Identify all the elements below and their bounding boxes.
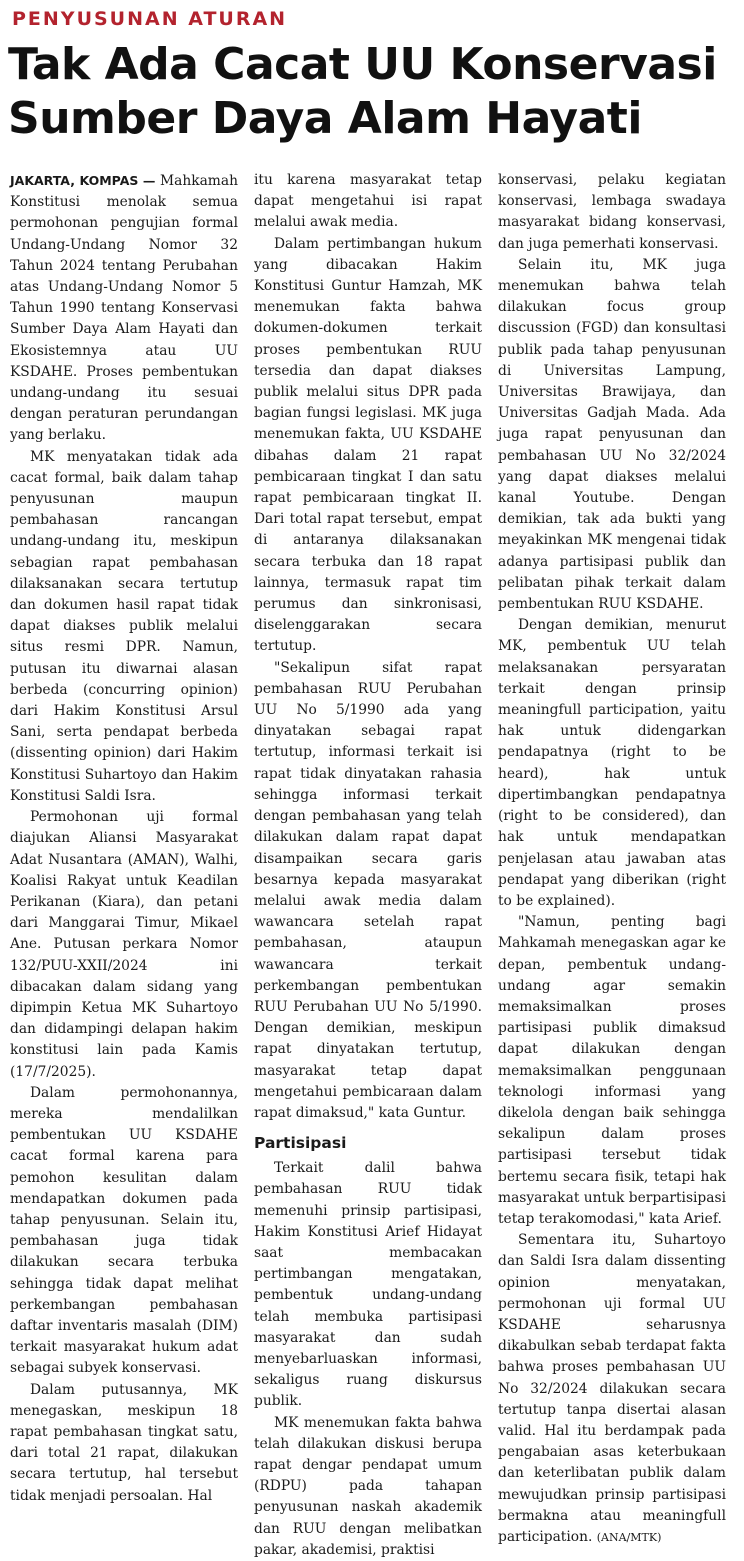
dateline: JAKARTA, KOMPAS — [10,173,156,188]
paragraph: "Sekalipun sifat rapat pembahasan RUU Perubahan UU No 5/1990 ada yang dinyatakan sebagai rapat tertutup, informasi terkait isi rapat tidak dinyatakan rahasia sehingga informasi terkait dengan pembahasan yang telah dilakukan dalam rapat dapat disampaikan secara garis besarnya kepada masyarakat melalui awak media dalam wawancara setelah rapat pembahasan, ataupun wawancara terkait perkembangan pembentukan RUU Perubahan UU No 5/1990. Dengan demikian, meskipun rapat dinyatakan tertutup, masyarakat tetap dapat mengetahui pembicaraan dalam rapat dimaksud," kata Guntur. [254,659,482,1121]
subheading: Partisipasi [254,1134,347,1153]
column-1 [10,170,239,1504]
paragraph: Terkait dalil bahwa pembahasan RUU tidak memenuhi prinsip partisipasi, Hakim Konstitusi Arief Hidayat saat membacakan pertimbangan mengatakan, pembentuk undang-undang telah membuka partisipasi masyarakat dan sudah menyebarluaskan informasi, sekaligus ruang diskursus publik. [254,1160,482,1410]
paragraph [10,170,238,447]
paragraph: Dengan demikian, menurut MK, pembentuk UU telah melaksanakan persyaratan terkait dengan prinsip meaningfull participation, yaitu hak untuk didengarkan pendapatnya (right to be heard), hak untuk dipertimbangkan pendapatnya (right to be considered), dan hak untuk mendapatkan penjelasan atau jawaban atas pendapat yang diberikan (right to be explained). [498,617,726,909]
paragraph-text: Mahkamah Konstitusi menolak semua permohonan pengujian formal Undang-Undang Nomor 32 Tahun 2024 tentang Perubahan atas Undang-Undang Nomor 5 Tahun 1990 tentang Konservasi Sumber Daya Alam Hayati dan Ekosistemnya atau UU KSDAHE. Proses pembentukan undang-undang itu sesuai dengan peraturan perundangan yang berlaku. [10,173,239,444]
paragraph: Selain itu, MK juga menemukan bahwa telah dilakukan focus group discussion (FGD) dan konsultasi publik pada tahap penyusunan di Universitas Lampung, Universitas Brawijaya, dan Universitas Gadjah Mada. Ada juga rapat penyusunan dan pembahasan UU No 32/2024 yang dapat diakses melalui kanal Youtube. Dengan demikian, tak ada bukti yang meyakinkan MK mengenai tidak adanya partisipasi publik dan pelibatan pihak terkait dalam pembentukan RUU KSDAHE. [498,256,726,613]
author-credit: (ANA/MTK) [596,1531,662,1544]
paragraph: "Namun, penting bagi Mahkamah menegaskan agar ke depan, pembentuk undang-undang agar semakin memaksimalkan proses partisipasi publik dimaksud dapat dilakukan dengan memaksimalkan penggunaan teknologi informasi yang dikelola dengan baik sehingga sekalipun dalam proses partisipasi tersebut tidak bertemu secara fisik, tetapi hak masyarakat untuk berpartisipasi tetap terakomodasi," kata Arief. [498,914,726,1227]
paragraph: MK menyatakan tidak ada cacat formal, baik dalam tahap penyusunan maupun pembahasan rancangan undang-undang itu, meskipun sebagian rapat pembahasan dilaksanakan secara tertutup dan dokumen hasil rapat tidak dapat diakses publik melalui situs resmi DPR. Namun, putusan itu diwarnai alasan berbeda (concurring opinion) dari Hakim Konstitusi Arsul Sani, serta pendapat berbeda (dissenting opinion) dari Hakim Konstitusi Suhartoyo dan Hakim Konstitusi Saldi Isra. [10,448,238,804]
column-2 [254,170,482,1558]
paragraph: Dalam putusannya, MK menegaskan, meskipun 18 rapat pembahasan tingkat satu, dari total 21 rapat, dilakukan secara tertutup, hal tersebut tidak menjadi persoalan. Hal [10,1381,238,1504]
paragraph: Dalam pertimbangan hukum yang dibacakan Hakim Konstitusi Guntur Hamzah, MK menemukan fakta bahwa dokumen-dokumen terkait proses pembentukan RUU tersedia dan dapat diakses publik melalui situs DPR pada bagian fungsi legislasi. MK juga menemukan fakta, UU KSDAHE dibahas dalam 21 rapat pembicaraan tingkat I dan satu rapat pembicaraan tingkat II. Dari total rapat tersebut, empat di antaranya dilaksanakan secara terbuka dan 18 rapat lainnya, termasuk rapat tim perumus dan sinkronisasi, diselenggarakan secara tertutup. [254,235,482,655]
column-3 [498,170,726,1545]
paragraph: itu karena masyarakat tetap dapat mengetahui isi rapat melalui awak media. [254,172,482,231]
article-headline: Tak Ada Cacat UU Konservasi Sumber Daya Alam Hayati [8,39,717,144]
paragraph: MK menemukan fakta bahwa telah dilakukan diskusi berupa rapat dengar pendapat umum (RDPU) pada tahapan penyusunan naskah akademik dan RUU dengan melibatkan pakar, akademisi, praktisi [254,1414,482,1558]
paragraph [498,1230,726,1548]
paragraph: Permohonan uji formal diajukan Aliansi Masyarakat Adat Nusantara (AMAN), Walhi, Koalisi Rakyat untuk Keadilan Perikanan (Kiara), dan petani dari Manggarai Timur, Mikael Ane. Putusan perkara Nomor 132/PUU-XXII/2024 ini dibacakan dalam sidang yang dipimpin Ketua MK Suhartoyo dan didampingi delapan hakim konstitusi lain pada Kamis (17/7/2025). [10,809,238,1080]
paragraph: konservasi, pelaku kegiatan konservasi, lembaga swadaya masyarakat bidang konservasi, dan juga pemerhati konservasi. [498,172,726,252]
section-kicker: PENYUSUNAN ATURAN [12,8,288,30]
article-body [10,170,738,1558]
paragraph-text: Sementara itu, Suhartoyo dan Saldi Isra dalam dissenting opinion menyatakan, permohonan uji formal UU KSDAHE seharusnya dikabulkan sebab terdapat fakta bahwa proses pembahasan UU No 32/2024 dilakukan secara tertutup tanpa disertai alasan valid. Hal itu berdampak pada pengabaian asas keterbukaan dan keterlibatan publik dalam mewujudkan prinsip partisipasi bermakna atau meaningfull participation. [498,1232,726,1545]
paragraph: Dalam permohonannya, mereka mendalilkan pembentukan UU KSDAHE cacat formal karena para pemohon kesulitan dalam mendapatkan dokumen pada tahap penyusunan. Selain itu, pembahasan juga tidak dilakukan secara terbuka sehingga tidak dapat melihat perkembangan pembahasan daftar inventaris masalah (DIM) terkait masyarakat hukum adat sebagai subyek konservasi. [10,1084,238,1377]
